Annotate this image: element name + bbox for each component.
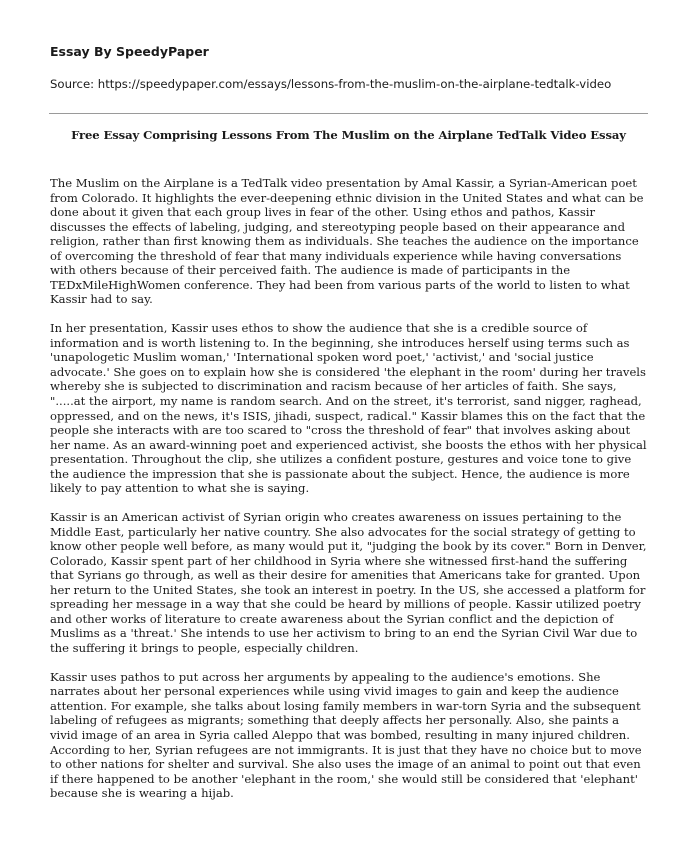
essay-body — [50, 176, 647, 801]
paragraph: Kassir is an American activist of Syrian origin who creates awareness on issues pertaining to the Middle East, particularly her native country. She also advocates for the social strategy of getting to know other people well before, as many would put it, "judging the book by its cover." Born in Denver, Colorado, Kassir spent part of her childhood in Syria where she witnessed first-hand the suffering that Syrians go through, as well as their desire for amenities that Americans take for granted. Upon her return to the United States, she took an interest in poetry. In the US, she accessed a platform for spreading her message in a way that she could be heard by millions of people. Kassir utilized poetry and other works of literature to create awareness about the Syrian conflict and the depiction of Muslims as a 'threat.' She intends to use her activism to bring to an end the Syrian Civil War due to the suffering it brings to people, especially children. — [50, 510, 647, 655]
source-url: Source: https://speedypaper.com/essays/lessons-from-the-muslim-on-the-airplane-tedtalk-video — [50, 77, 612, 91]
essay-title: Free Essay Comprising Lessons From The Muslim on the Airplane TedTalk Video Essay — [71, 128, 626, 142]
essay-byline: Essay By SpeedyPaper — [50, 44, 209, 59]
paragraph: The Muslim on the Airplane is a TedTalk video presentation by Amal Kassir, a Syrian-American poet from Colorado. It highlights the ever-deepening ethnic division in the United States and what can be done about it given that each group lives in fear of the other. Using ethos and pathos, Kassir discusses the effects of labeling, judging, and stereotyping people based on their appearance and religion, rather than first knowing them as individuals. She teaches the audience on the importance of overcoming the threshold of fear that many individuals experience while having conversations with others because of their perceived faith. The audience is made of participants in the TEDxMileHighWomen conference. They had been from various parts of the world to listen to what Kassir had to say. — [50, 176, 644, 307]
paragraph: In her presentation, Kassir uses ethos to show the audience that she is a credible source of information and is worth listening to. In the beginning, she introduces herself using terms such as 'unapologetic Muslim woman,' 'International spoken word poet,' 'activist,' and 'social justice advocate.' She goes on to explain how she is considered 'the elephant in the room' during her travels whereby she is subjected to discrimination and racism because of her articles of faith. She says, ".....at the airport, my name is random search. And on the street, it's terrorist, sand nigger, raghead, oppressed, and on the news, it's ISIS, jihadi, suspect, radical." Kassir blames this on the fact that the people she interacts with are too scared to "cross the threshold of fear" that involves asking about her name. As an award-winning poet and experienced activist, she boosts the ethos with her physical presentation. Throughout the clip, she utilizes a confident posture, gestures and voice tone to give the audience the impression that she is passionate about the subject. Hence, the audience is more likely to pay attention to what she is saying. — [50, 321, 647, 496]
header-divider — [49, 113, 648, 114]
paragraph: Kassir uses pathos to put across her arguments by appealing to the audience's emotions. She narrates about her personal experiences while using vivid images to gain and keep the audience attention. For example, she talks about losing family members in war-torn Syria and the subsequent labeling of refugees as migrants; something that deeply affects her personally. Also, she paints a vivid image of an area in Syria called Aleppo that was bombed, resulting in many injured children. According to her, Syrian refugees are not immigrants. It is just that they have no choice but to move to other nations for shelter and survival. She also uses the image of an animal to point out that even if there happened to be another 'elephant in the room,' she would still be considered that 'elephant' because she is wearing a hijab. — [50, 669, 642, 801]
